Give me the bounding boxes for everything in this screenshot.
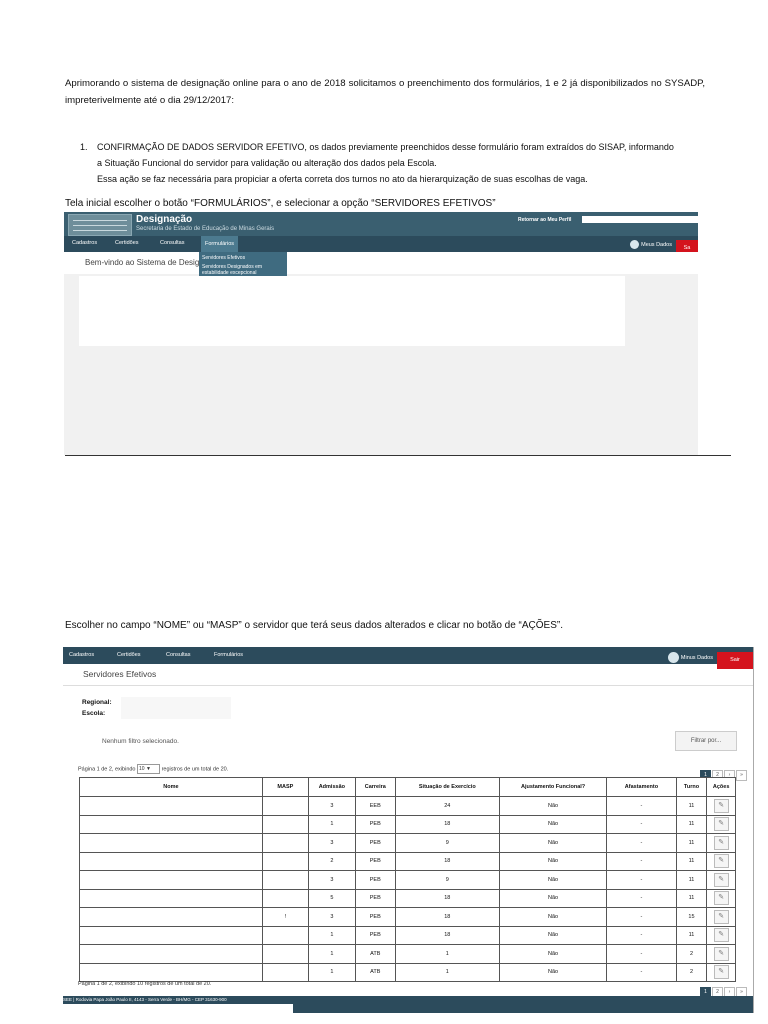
user-icon: [630, 240, 639, 249]
regional-label: Regional:: [82, 699, 112, 706]
page-1-button[interactable]: 1: [700, 987, 711, 998]
cell-situacao: 18: [395, 908, 499, 927]
cell-admissao: 3: [308, 871, 355, 890]
cell-acoes: [707, 834, 736, 853]
cell-situacao: 18: [395, 889, 499, 908]
cell-admissao: 3: [308, 797, 355, 816]
table-row[interactable]: [80, 926, 736, 945]
page-info-top: Página 1 de 2, exibindo 10 ▼ registros de um total de 20.: [78, 766, 229, 773]
filter-button[interactable]: Filtrar por...: [675, 731, 737, 751]
cell-carreira: PEB: [355, 926, 395, 945]
cell-masp: [262, 834, 308, 853]
intro-paragraph: Aprimorando o sistema de designação online para o ano de 2018 solicitamos o preenchimento dos formulários, 1 e 2 já disponibilizados no SYSADP, impreterivelmente até o dia 29/12/2017:: [65, 78, 705, 106]
content-area: [79, 276, 625, 346]
cell-situacao: 1: [395, 945, 499, 964]
main-nav: [64, 236, 698, 252]
page-2-button[interactable]: 2: [712, 987, 723, 998]
cell-afastamento: -: [607, 797, 676, 816]
edit-icon[interactable]: ✎: [714, 817, 729, 831]
app-subtitle: Secretaria de Estado de Educação de Minas Gerais: [136, 226, 275, 232]
cell-turno: 2: [676, 963, 707, 982]
cell-situacao: 18: [395, 852, 499, 871]
cell-acoes: [707, 963, 736, 982]
cell-carreira: ATB: [355, 945, 395, 964]
cell-situacao: 1: [395, 963, 499, 982]
cell-turno: 11: [676, 889, 707, 908]
cell-situacao: 18: [395, 926, 499, 945]
user-icon: [668, 652, 679, 663]
cell-acoes: [707, 815, 736, 834]
nav-consultas[interactable]: Consultas: [166, 652, 191, 658]
regional-escola-value: [121, 697, 231, 719]
edit-icon[interactable]: ✎: [714, 873, 729, 887]
welcome-bar: [64, 252, 698, 274]
cell-ajustamento: Não: [499, 815, 606, 834]
col-situacao[interactable]: Situação de Exercício: [395, 778, 499, 797]
cell-ajustamento: Não: [499, 945, 606, 964]
cell-carreira: PEB: [355, 834, 395, 853]
footer-address: SEE | Rodovia Papa João Paulo II, 4143 - Serra Verde - BH/MG - CEP 31630-900: [63, 997, 227, 1002]
edit-icon[interactable]: ✎: [714, 854, 729, 868]
header-search-box[interactable]: [582, 216, 698, 223]
col-afastamento[interactable]: Afastamento: [607, 778, 676, 797]
nav-formularios[interactable]: Formulários: [201, 236, 238, 252]
nav-certidoes[interactable]: Certidões: [117, 652, 141, 658]
nav-consultas[interactable]: Consultas: [160, 240, 185, 246]
nav-formularios[interactable]: Formulários: [214, 652, 244, 658]
cell-afastamento: -: [607, 889, 676, 908]
col-acoes: Ações: [707, 778, 736, 797]
table-row[interactable]: [80, 963, 736, 982]
cell-afastamento: -: [607, 834, 676, 853]
cell-admissao: 1: [308, 815, 355, 834]
nav-cadastros[interactable]: Cadastros: [69, 652, 95, 658]
cell-ajustamento: Não: [499, 871, 606, 890]
page-title: Servidores Efetivos: [83, 669, 157, 679]
table-row[interactable]: [80, 797, 736, 816]
table-row[interactable]: [80, 852, 736, 871]
cell-afastamento: -: [607, 926, 676, 945]
app-title: Designação: [136, 214, 193, 225]
numbered-item: [80, 139, 705, 187]
cell-nome: [80, 834, 263, 853]
cell-turno: 11: [676, 797, 707, 816]
caption-screen-1: Tela inicial escolher o botão “FORMULÁRIOS”, e selecionar a opção “SERVIDORES EFETIVOS”: [65, 198, 496, 209]
cell-nome: [80, 871, 263, 890]
cell-ajustamento: Não: [499, 963, 606, 982]
cell-masp: [262, 926, 308, 945]
table-header-row: [80, 778, 736, 797]
cell-masp: !: [262, 908, 308, 927]
table-row[interactable]: [80, 908, 736, 927]
cell-afastamento: -: [607, 945, 676, 964]
nav-cadastros[interactable]: Cadastros: [72, 240, 98, 246]
item-line-2: a Situação Funcional do servidor para validação ou alteração dos dados pela Escola.: [97, 158, 437, 168]
page-size-select[interactable]: 10 ▼: [137, 764, 160, 774]
exit-button[interactable]: Sair: [717, 652, 753, 669]
edit-icon[interactable]: ✎: [714, 910, 729, 924]
last-page-button[interactable]: »: [736, 770, 747, 781]
cell-turno: 11: [676, 871, 707, 890]
cell-nome: [80, 945, 263, 964]
edit-icon[interactable]: ✎: [714, 947, 729, 961]
cell-situacao: 9: [395, 871, 499, 890]
cell-admissao: 1: [308, 945, 355, 964]
app-header: [64, 212, 698, 236]
page-info-bottom: Página 1 de 2, exibindo 10 registros de um total de 20.: [78, 981, 212, 987]
divider: [65, 455, 731, 456]
cell-nome: [80, 908, 263, 927]
cell-ajustamento: Não: [499, 797, 606, 816]
no-filter-text: Nenhum filtro selecionado.: [102, 738, 179, 745]
col-admissao[interactable]: Admissão: [308, 778, 355, 797]
screenshot-servidores: [63, 647, 754, 1013]
cell-admissao: 5: [308, 889, 355, 908]
cell-admissao: 3: [308, 834, 355, 853]
cell-acoes: [707, 871, 736, 890]
cell-afastamento: -: [607, 852, 676, 871]
col-ajustamento[interactable]: Ajustamento Funcional?: [499, 778, 606, 797]
cell-carreira: PEB: [355, 871, 395, 890]
cell-afastamento: -: [607, 815, 676, 834]
edit-icon[interactable]: ✎: [714, 928, 729, 942]
cell-turno: 2: [676, 945, 707, 964]
cell-nome: [80, 852, 263, 871]
col-carreira[interactable]: Carreira: [355, 778, 395, 797]
cell-turno: 11: [676, 852, 707, 871]
edit-icon[interactable]: ✎: [714, 836, 729, 850]
cell-masp: [262, 797, 308, 816]
cell-carreira: PEB: [355, 815, 395, 834]
table-row[interactable]: [80, 889, 736, 908]
cell-ajustamento: Não: [499, 852, 606, 871]
cell-admissao: 1: [308, 926, 355, 945]
col-turno[interactable]: Turno: [676, 778, 707, 797]
cell-acoes: [707, 852, 736, 871]
my-data-link[interactable]: Minus Dados: [668, 652, 713, 663]
cell-situacao: 18: [395, 815, 499, 834]
cell-carreira: ATB: [355, 963, 395, 982]
page-1-button[interactable]: 1: [700, 770, 711, 781]
table-row[interactable]: [80, 815, 736, 834]
caption-screen-2: Escolher no campo “NOME” ou “MASP” o servidor que terá seus dados alterados e clicar no botão de “AÇÕES”.: [65, 620, 564, 631]
table-row[interactable]: [80, 834, 736, 853]
cell-afastamento: -: [607, 871, 676, 890]
cell-nome: [80, 797, 263, 816]
next-page-button[interactable]: ›: [724, 987, 735, 998]
cell-turno: 11: [676, 815, 707, 834]
cell-carreira: PEB: [355, 889, 395, 908]
cell-afastamento: -: [607, 908, 676, 927]
item-line-3: Essa ação se faz necessária para propiciar a oferta correta dos turnos no ato da hierarquização de suas escolhas de vaga.: [97, 174, 588, 184]
menu-item-servidores-designados[interactable]: Servidores Designados em estabilidade excepcional: [202, 264, 263, 276]
col-nome[interactable]: Nome: [80, 778, 263, 797]
edit-icon[interactable]: ✎: [714, 965, 729, 979]
cell-nome: [80, 963, 263, 982]
cell-ajustamento: Não: [499, 926, 606, 945]
page-2-button[interactable]: 2: [712, 770, 723, 781]
cell-nome: [80, 889, 263, 908]
footer: [63, 996, 753, 1013]
logo: [68, 214, 132, 236]
cell-masp: [262, 945, 308, 964]
escola-label: Escola:: [82, 710, 106, 717]
cell-masp: [262, 852, 308, 871]
cell-admissao: 1: [308, 963, 355, 982]
cell-afastamento: -: [607, 963, 676, 982]
item-number: 1.: [80, 142, 88, 152]
cell-masp: [262, 889, 308, 908]
my-data-link[interactable]: Meus Dados: [630, 240, 672, 249]
cell-nome: [80, 926, 263, 945]
cell-ajustamento: Não: [499, 908, 606, 927]
cell-acoes: [707, 945, 736, 964]
cell-acoes: [707, 797, 736, 816]
next-page-button[interactable]: ›: [724, 770, 735, 781]
col-masp[interactable]: MASP: [262, 778, 308, 797]
cell-acoes: [707, 926, 736, 945]
cell-situacao: 24: [395, 797, 499, 816]
cell-turno: 11: [676, 834, 707, 853]
table-row[interactable]: [80, 871, 736, 890]
cell-turno: 11: [676, 926, 707, 945]
cell-carreira: PEB: [355, 852, 395, 871]
cell-masp: [262, 963, 308, 982]
exit-button[interactable]: Sa: [676, 240, 698, 256]
cell-turno: 15: [676, 908, 707, 927]
cell-acoes: [707, 908, 736, 927]
cell-carreira: PEB: [355, 908, 395, 927]
item-line-1: CONFIRMAÇÃO DE DADOS SERVIDOR EFETIVO, os dados previamente preenchidos desse formulário foram extraídos do SISAP, informando: [97, 142, 674, 152]
cell-carreira: EEB: [355, 797, 395, 816]
cell-admissao: 2: [308, 852, 355, 871]
last-page-button[interactable]: »: [736, 987, 747, 998]
cell-ajustamento: Não: [499, 834, 606, 853]
edit-icon[interactable]: ✎: [714, 799, 729, 813]
cell-admissao: 3: [308, 908, 355, 927]
screenshot-home: [64, 212, 698, 455]
servidores-table: [79, 777, 736, 982]
cell-masp: [262, 815, 308, 834]
main-nav: [63, 647, 753, 664]
edit-icon[interactable]: ✎: [714, 891, 729, 905]
cell-masp: [262, 871, 308, 890]
divider: [63, 685, 753, 686]
cell-situacao: 9: [395, 834, 499, 853]
cell-ajustamento: Não: [499, 889, 606, 908]
back-to-profile-link[interactable]: Retornar ao Meu Perfil: [518, 217, 572, 223]
table-row[interactable]: [80, 945, 736, 964]
nav-certidoes[interactable]: Certidões: [115, 240, 139, 246]
welcome-text: Bem-vindo ao Sistema de Desig: [85, 258, 200, 267]
menu-item-servidores-efetivos[interactable]: Servidores Efetivos: [202, 255, 246, 261]
cell-acoes: [707, 889, 736, 908]
cell-nome: [80, 815, 263, 834]
